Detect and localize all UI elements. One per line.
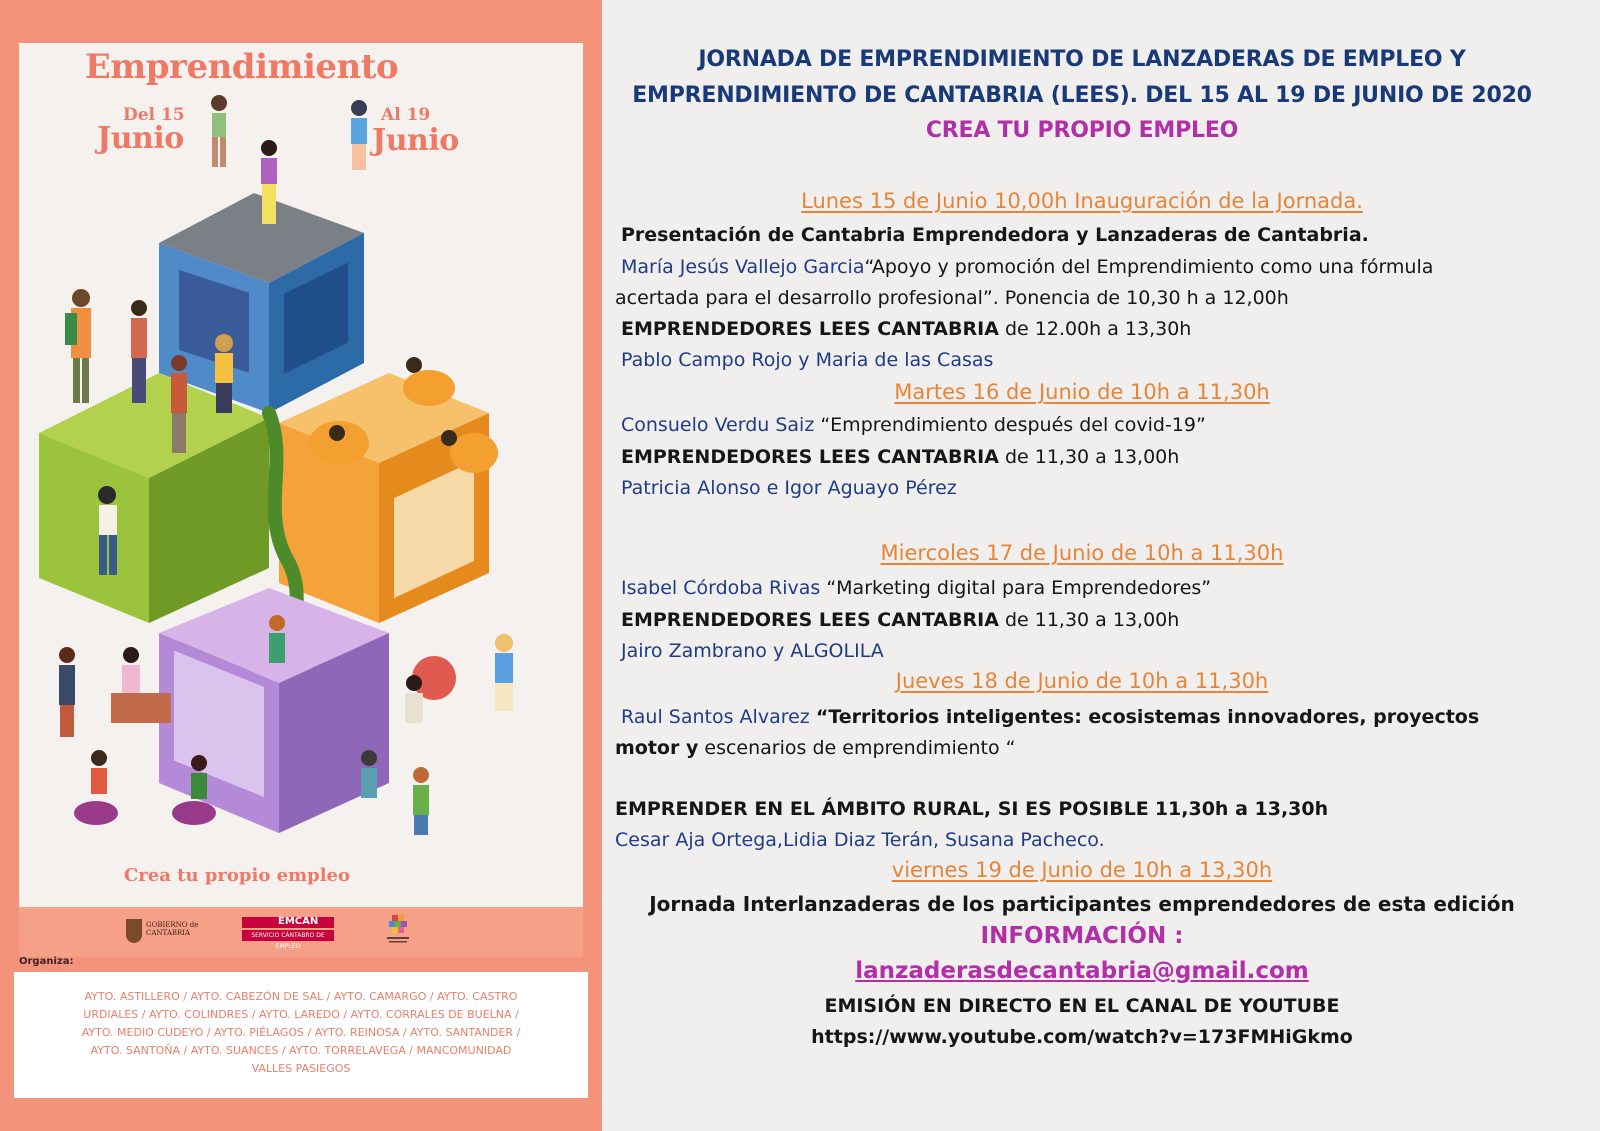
- tuesday-talk: [621, 414, 1206, 436]
- tuesday-lees-people: Patricia Alonso e Igor Aguayo Pérez: [621, 477, 957, 499]
- thursday-rural-label: EMPRENDER EN EL ÁMBITO RURAL, SI ES POSIBLE: [615, 798, 1149, 820]
- orange-cube: [279, 373, 489, 623]
- thursday-rural: [615, 798, 1328, 820]
- monday-lees-time: de 12.00h a 13,30h: [998, 318, 1192, 340]
- info-label: INFORMACIÓN :: [980, 923, 1184, 949]
- email-link[interactable]: lanzaderasdecantabria@gmail.com: [855, 958, 1309, 984]
- poster-date-from-big: Junio: [97, 121, 184, 156]
- poster-logo-bar: [19, 907, 583, 957]
- header-slogan: CREA TU PROPIO EMPLEO: [925, 118, 1239, 143]
- wednesday-heading: Miercoles 17 de Junio de 10h a 11,30h: [880, 541, 1284, 565]
- tuesday-lees-label: EMPRENDEDORES LEES CANTABRIA: [621, 446, 999, 468]
- emcan-text: EMCAN: [278, 916, 319, 927]
- header-line-2: EMPRENDIMIENTO DE CANTABRIA (LEES). DEL 15 AL 19 DE JUNIO DE 2020: [632, 83, 1532, 108]
- friday-interlanzaderas: Jornada Interlanzaderas de los participantes emprendedores de esta edición: [649, 892, 1515, 916]
- thursday-talk-title: “Territorios inteligentes: ecosistemas innovadores, proyectos: [815, 706, 1480, 728]
- blue-cube: [159, 193, 364, 413]
- tuesday-heading: Martes 16 de Junio de 10h a 11,30h: [894, 380, 1270, 404]
- monday-lees-people: Pablo Campo Rojo y Maria de las Casas: [621, 349, 994, 371]
- wednesday-lees-time: de 11,30 a 13,00h: [998, 609, 1180, 631]
- monday-lees: [621, 318, 1191, 340]
- tuesday-lees-time: de 11,30 a 13,00h: [998, 446, 1180, 468]
- wednesday-speaker: Isabel Córdoba Rivas: [621, 577, 821, 599]
- program-panel: [602, 0, 1600, 1131]
- wednesday-talk: [621, 577, 1211, 599]
- thursday-talk-continued-text: escenarios de emprendimiento “: [698, 737, 1016, 759]
- tuesday-speaker: Consuelo Verdu Saiz: [621, 414, 815, 436]
- tuesday-lees: [621, 446, 1179, 468]
- gobierno-cantabria-logo: [126, 917, 200, 949]
- friday-heading: viernes 19 de Junio de 10h a 13,30h: [891, 858, 1273, 882]
- thursday-talk: [621, 706, 1479, 728]
- poster-date-from-small: Del 15: [123, 105, 185, 125]
- youtube-label: EMISIÓN EN DIRECTO EN EL CANAL DE YOUTUBE: [824, 995, 1340, 1017]
- wednesday-lees-people: Jairo Zambrano y ALGOLILA: [621, 640, 884, 662]
- poster: [19, 43, 583, 950]
- monday-talk: [621, 256, 1433, 278]
- poster-date-to-big: Junio: [372, 123, 459, 158]
- poster-tagline: Crea tu propio empleo: [123, 865, 350, 886]
- thursday-rural-people: Cesar Aja Ortega,Lidia Diaz Terán, Susana Pacheco.: [615, 829, 1105, 851]
- organiza-label: Organiza:: [19, 956, 74, 967]
- youtube-link[interactable]: https://www.youtube.com/watch?v=173FMHiGkmo: [811, 1026, 1353, 1048]
- gobierno-cantabria-text: GOBIERNO de CANTABRIA: [146, 921, 199, 937]
- poster-frame: [0, 0, 602, 1131]
- thursday-talk-continued-bold: motor y: [615, 737, 699, 759]
- tuesday-talk-title: “Emprendimiento después del covid-19”: [814, 414, 1206, 436]
- wednesday-lees: [621, 609, 1179, 631]
- wednesday-lees-label: EMPRENDEDORES LEES CANTABRIA: [621, 609, 999, 631]
- header-line-1: JORNADA DE EMPRENDIMIENTO DE LANZADERAS DE EMPLEO Y: [698, 47, 1466, 72]
- poster-title: Emprendimiento: [84, 47, 399, 87]
- poster-illustration: [19, 43, 583, 863]
- shield-icon: [126, 919, 142, 943]
- emcan-logo: [242, 916, 336, 950]
- monday-presentation: Presentación de Cantabria Emprendedora y Lanzaderas de Cantabria.: [621, 224, 1369, 246]
- ayuntamientos-list: AYTO. ASTILLERO / AYTO. CABEZÓN DE SAL / AYTO. CAMARGO / AYTO. CASTRO URDIALES / AYTO. COLINDRES / AYTO. LAREDO / AYTO. CORRALES DE BUELNA / AYTO. MEDIO CUDEYO / AYTO. PIÉLAGOS / AYTO. REINOSA / AYTO. SANTANDER / AYTO. SANTOÑA / AYTO. SUANCES / AYTO. TORRELAVEGA / MANCOMUNIDAD VALLES PASIEGOS: [81, 990, 521, 1075]
- thursday-talk-continued: [615, 737, 1015, 759]
- ayuntamientos-box: [14, 972, 588, 1098]
- monday-speaker: María Jesús Vallejo Garcia: [621, 256, 865, 278]
- thursday-rural-time: 11,30h a 13,30h: [1154, 798, 1329, 820]
- emcan-subtitle: SERVICIO CÁNTABRO DE EMPLEO: [242, 930, 334, 941]
- thursday-speaker: Raul Santos Alvarez: [621, 706, 810, 728]
- monday-heading: Lunes 15 de Junio 10,00h Inauguración de la Jornada.: [801, 189, 1363, 213]
- monday-talk-title: “Apoyo y promoción del Emprendimiento como una fórmula: [864, 256, 1434, 278]
- monday-lees-label: EMPRENDEDORES LEES CANTABRIA: [621, 318, 999, 340]
- thursday-heading: Jueves 18 de Junio de 10h a 11,30h: [895, 669, 1269, 693]
- monday-talk-continued: acertada para el desarrollo profesional”. Ponencia de 10,30 h a 12,00h: [615, 287, 1289, 309]
- wednesday-talk-title: “Marketing digital para Emprendedores”: [820, 577, 1212, 599]
- poster-date-to-small: Al 19: [381, 105, 431, 125]
- lanzaderas-logo-icon: [383, 913, 413, 949]
